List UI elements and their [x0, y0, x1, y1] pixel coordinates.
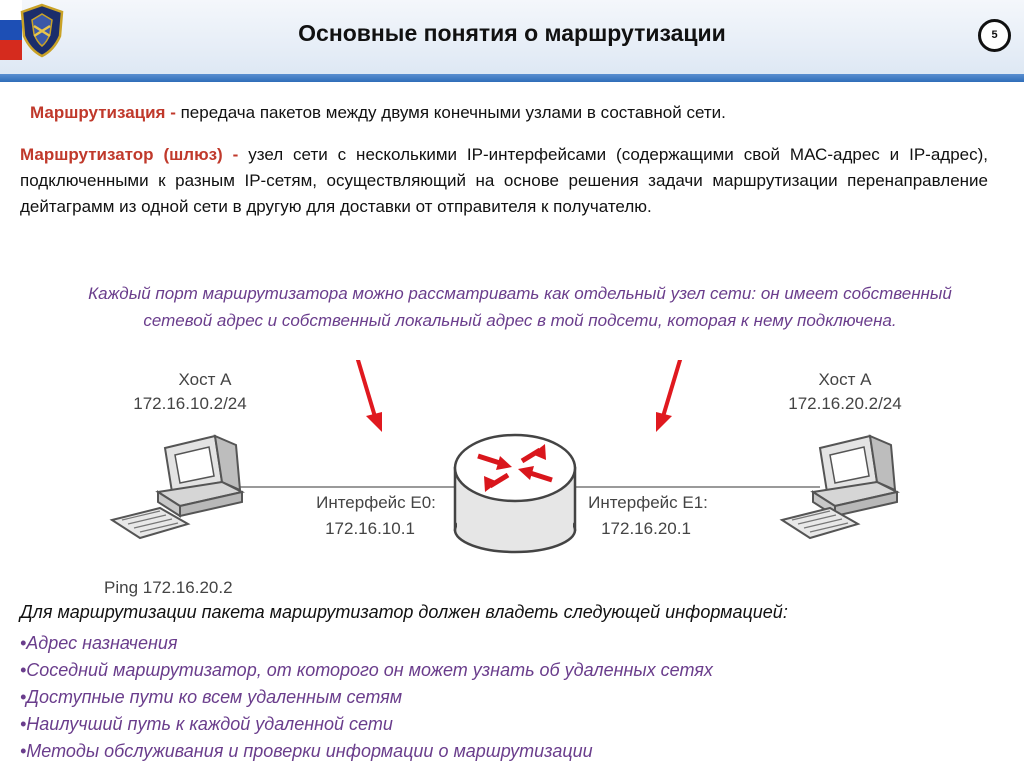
- router-definition: [20, 142, 988, 220]
- host-left-ip: 172.16.10.2/24: [133, 394, 247, 413]
- page-title: Основные понятия о маршрутизации: [298, 20, 726, 46]
- interface-left-ip: 172.16.10.1: [325, 519, 415, 538]
- requirements-list: [20, 630, 713, 765]
- slide-header: [0, 0, 1024, 82]
- interface-right-ip: 172.16.20.1: [601, 519, 691, 538]
- ping-command: Ping 172.16.20.2: [104, 578, 233, 597]
- routing-definition: [30, 103, 726, 123]
- list-item: •Методы обслуживания и проверки информации о маршрутизации: [20, 741, 593, 761]
- list-item: •Адрес назначения: [20, 633, 178, 653]
- list-item: •Соседний маршрутизатор, от которого он может узнать об удаленных сетях: [20, 660, 713, 680]
- routing-text: передача пакетов между двумя конечными узлами в составной сети.: [175, 103, 726, 122]
- host-right-name: Хост А: [818, 370, 872, 389]
- network-diagram: [0, 360, 1024, 600]
- router-icon: [455, 435, 575, 552]
- arrow-right-icon: [656, 360, 686, 432]
- arrow-left-icon: [352, 360, 382, 432]
- list-item: •Наилучший путь к каждой удаленной сети: [20, 714, 393, 734]
- computer-left-icon: [112, 436, 242, 538]
- list-item: •Доступные пути ко всем удаленным сетям: [20, 687, 403, 707]
- header-underline: [0, 74, 1024, 82]
- requirements-lead: Для маршрутизации пакета маршрутизатор должен владеть следующей информацией:: [20, 602, 788, 622]
- host-right-ip: 172.16.20.2/24: [788, 394, 902, 413]
- router-text: узел сети с несколькими IP-интерфейсами (содержащими свой МАС-адрес и IP-адрес), подключенными к разным IP-сетям, осуществляющий на основе решения задачи маршрутизации перенаправление дейтаграмм из одной сети в другую для доставки от отправителя к получателю.: [20, 145, 988, 216]
- routing-term: Маршрутизация -: [30, 103, 176, 122]
- router-port-note: Каждый порт маршрутизатора можно рассматривать как отдельный узел сети: он имеет собственный сетевой адрес и собственный локальный адрес в той подсети, которая к нему подключена.: [88, 284, 952, 330]
- page-number-badge: 5: [978, 19, 1011, 52]
- host-left-name: Хост А: [178, 370, 232, 389]
- router-term: Маршрутизатор (шлюз) -: [20, 145, 239, 164]
- interface-right-name: Интерфейс Е1:: [588, 493, 708, 512]
- interface-left-name: Интерфейс Е0:: [316, 493, 436, 512]
